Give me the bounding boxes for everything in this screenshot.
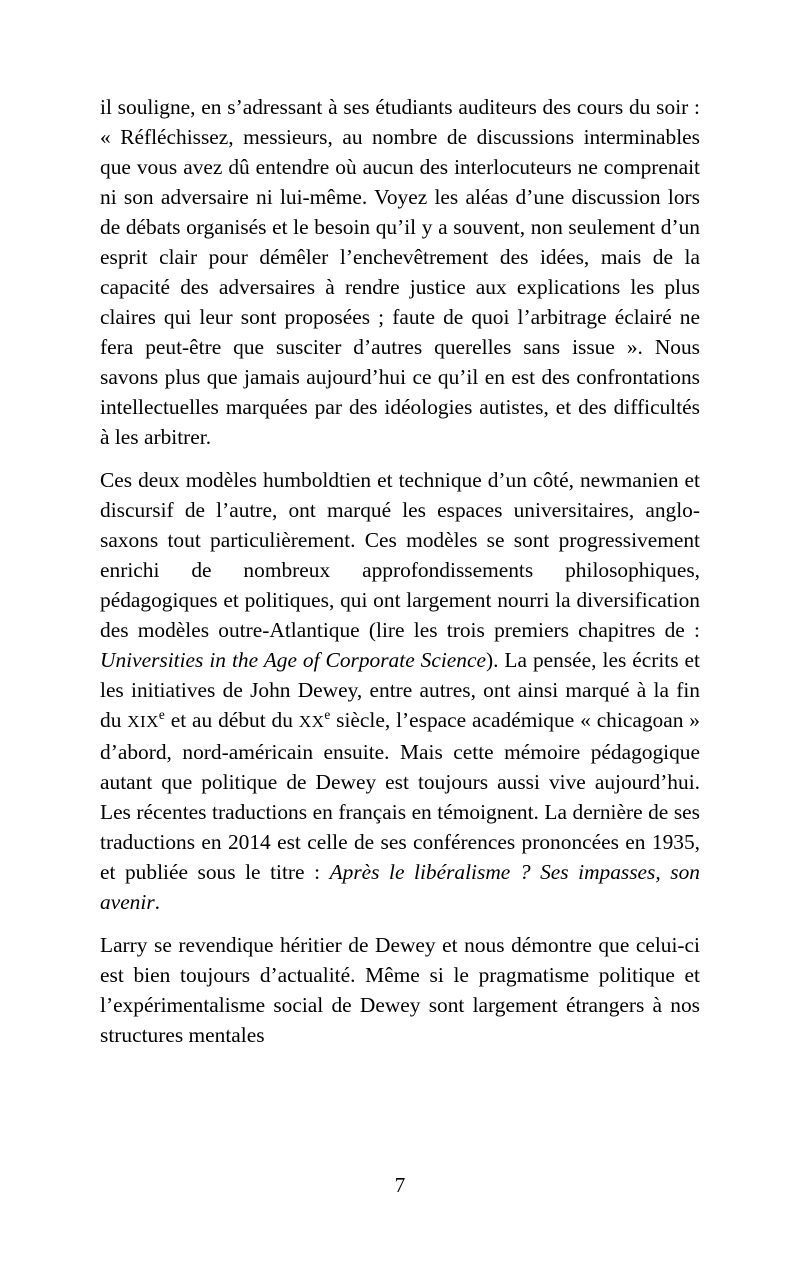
- paragraph: [100, 92, 700, 452]
- text-run: XIX: [127, 712, 159, 731]
- text-run: Après le libéralisme ? Ses impasses, son avenir: [100, 860, 700, 914]
- text-run: Larry se revendique héritier de Dewey et nous démontre que celui-ci est bien toujours d’actualité. Même si le pragmatisme politique et l’expérimentalisme social de Dewey sont largement étrangers à nos structures mentales: [100, 933, 700, 1047]
- paragraph: [100, 465, 700, 917]
- text-run: ). La pensée, les écrits et les initiatives de John Dewey, entre autres, ont ainsi marqué à la fin du: [100, 648, 700, 732]
- text-run: .: [154, 890, 161, 914]
- text-run: e: [158, 706, 165, 722]
- text-run: Ces deux modèles humboldtien et technique d’un côté, newmanien et discursif de l’autre, ont marqué les espaces universitaires, anglo-saxons tout particulièrement. Ces modèles se sont progressivement enrichi de nombreux approfondissements philosophiques, pédagogiques et politiques, qui ont largement nourri la diversification des modèles outre-Atlantique (lire les trois premiers chapitres de :: [100, 468, 700, 642]
- text-run: XX: [298, 712, 325, 731]
- text-run: e: [324, 706, 331, 722]
- paragraph: [100, 930, 700, 1050]
- text-run: il souligne, en s’adressant à ses étudiants auditeurs des cours du soir : « Réfléchissez, messieurs, au nombre de discussions interminables que vous avez dû entendre où aucun des interlocuteurs ne comprenait ni son adversaire ni lui-même. Voyez les aléas d’une discussion lors de débats organisés et le besoin qu’il y a souvent, non seulement d’un esprit clair pour démêler l’enchevêtrement des idées, mais de la capacité des adversaires à rendre justice aux explications les plus claires qui leur sont proposées ; faute de quoi l’arbitrage éclairé ne fera peut-être que susciter d’autres querelles sans issue ». Nous savons plus que jamais aujourd’hui ce qu’il en est des confrontations intellectuelles marquées par des idéologies autistes, et des difficultés à les arbitrer.: [100, 95, 700, 449]
- paragraphs: [100, 0, 700, 1050]
- text-run: siècle, l’espace académique « chicagoan » d’abord, nord-américain ensuite. Mais cette mémoire pédagogique autant que politique de Dewey est toujours aussi vive aujourd’hui. Les récentes traductions en français en témoignent. La dernière de ses traductions en 2014 est celle de ses conférences prononcées en 1935, et publiée sous le titre :: [100, 708, 700, 884]
- text-run: et au début du: [164, 708, 299, 732]
- page-number: 7: [394, 1173, 406, 1197]
- text-run: Universities in the Age of Corporate Science: [100, 648, 486, 672]
